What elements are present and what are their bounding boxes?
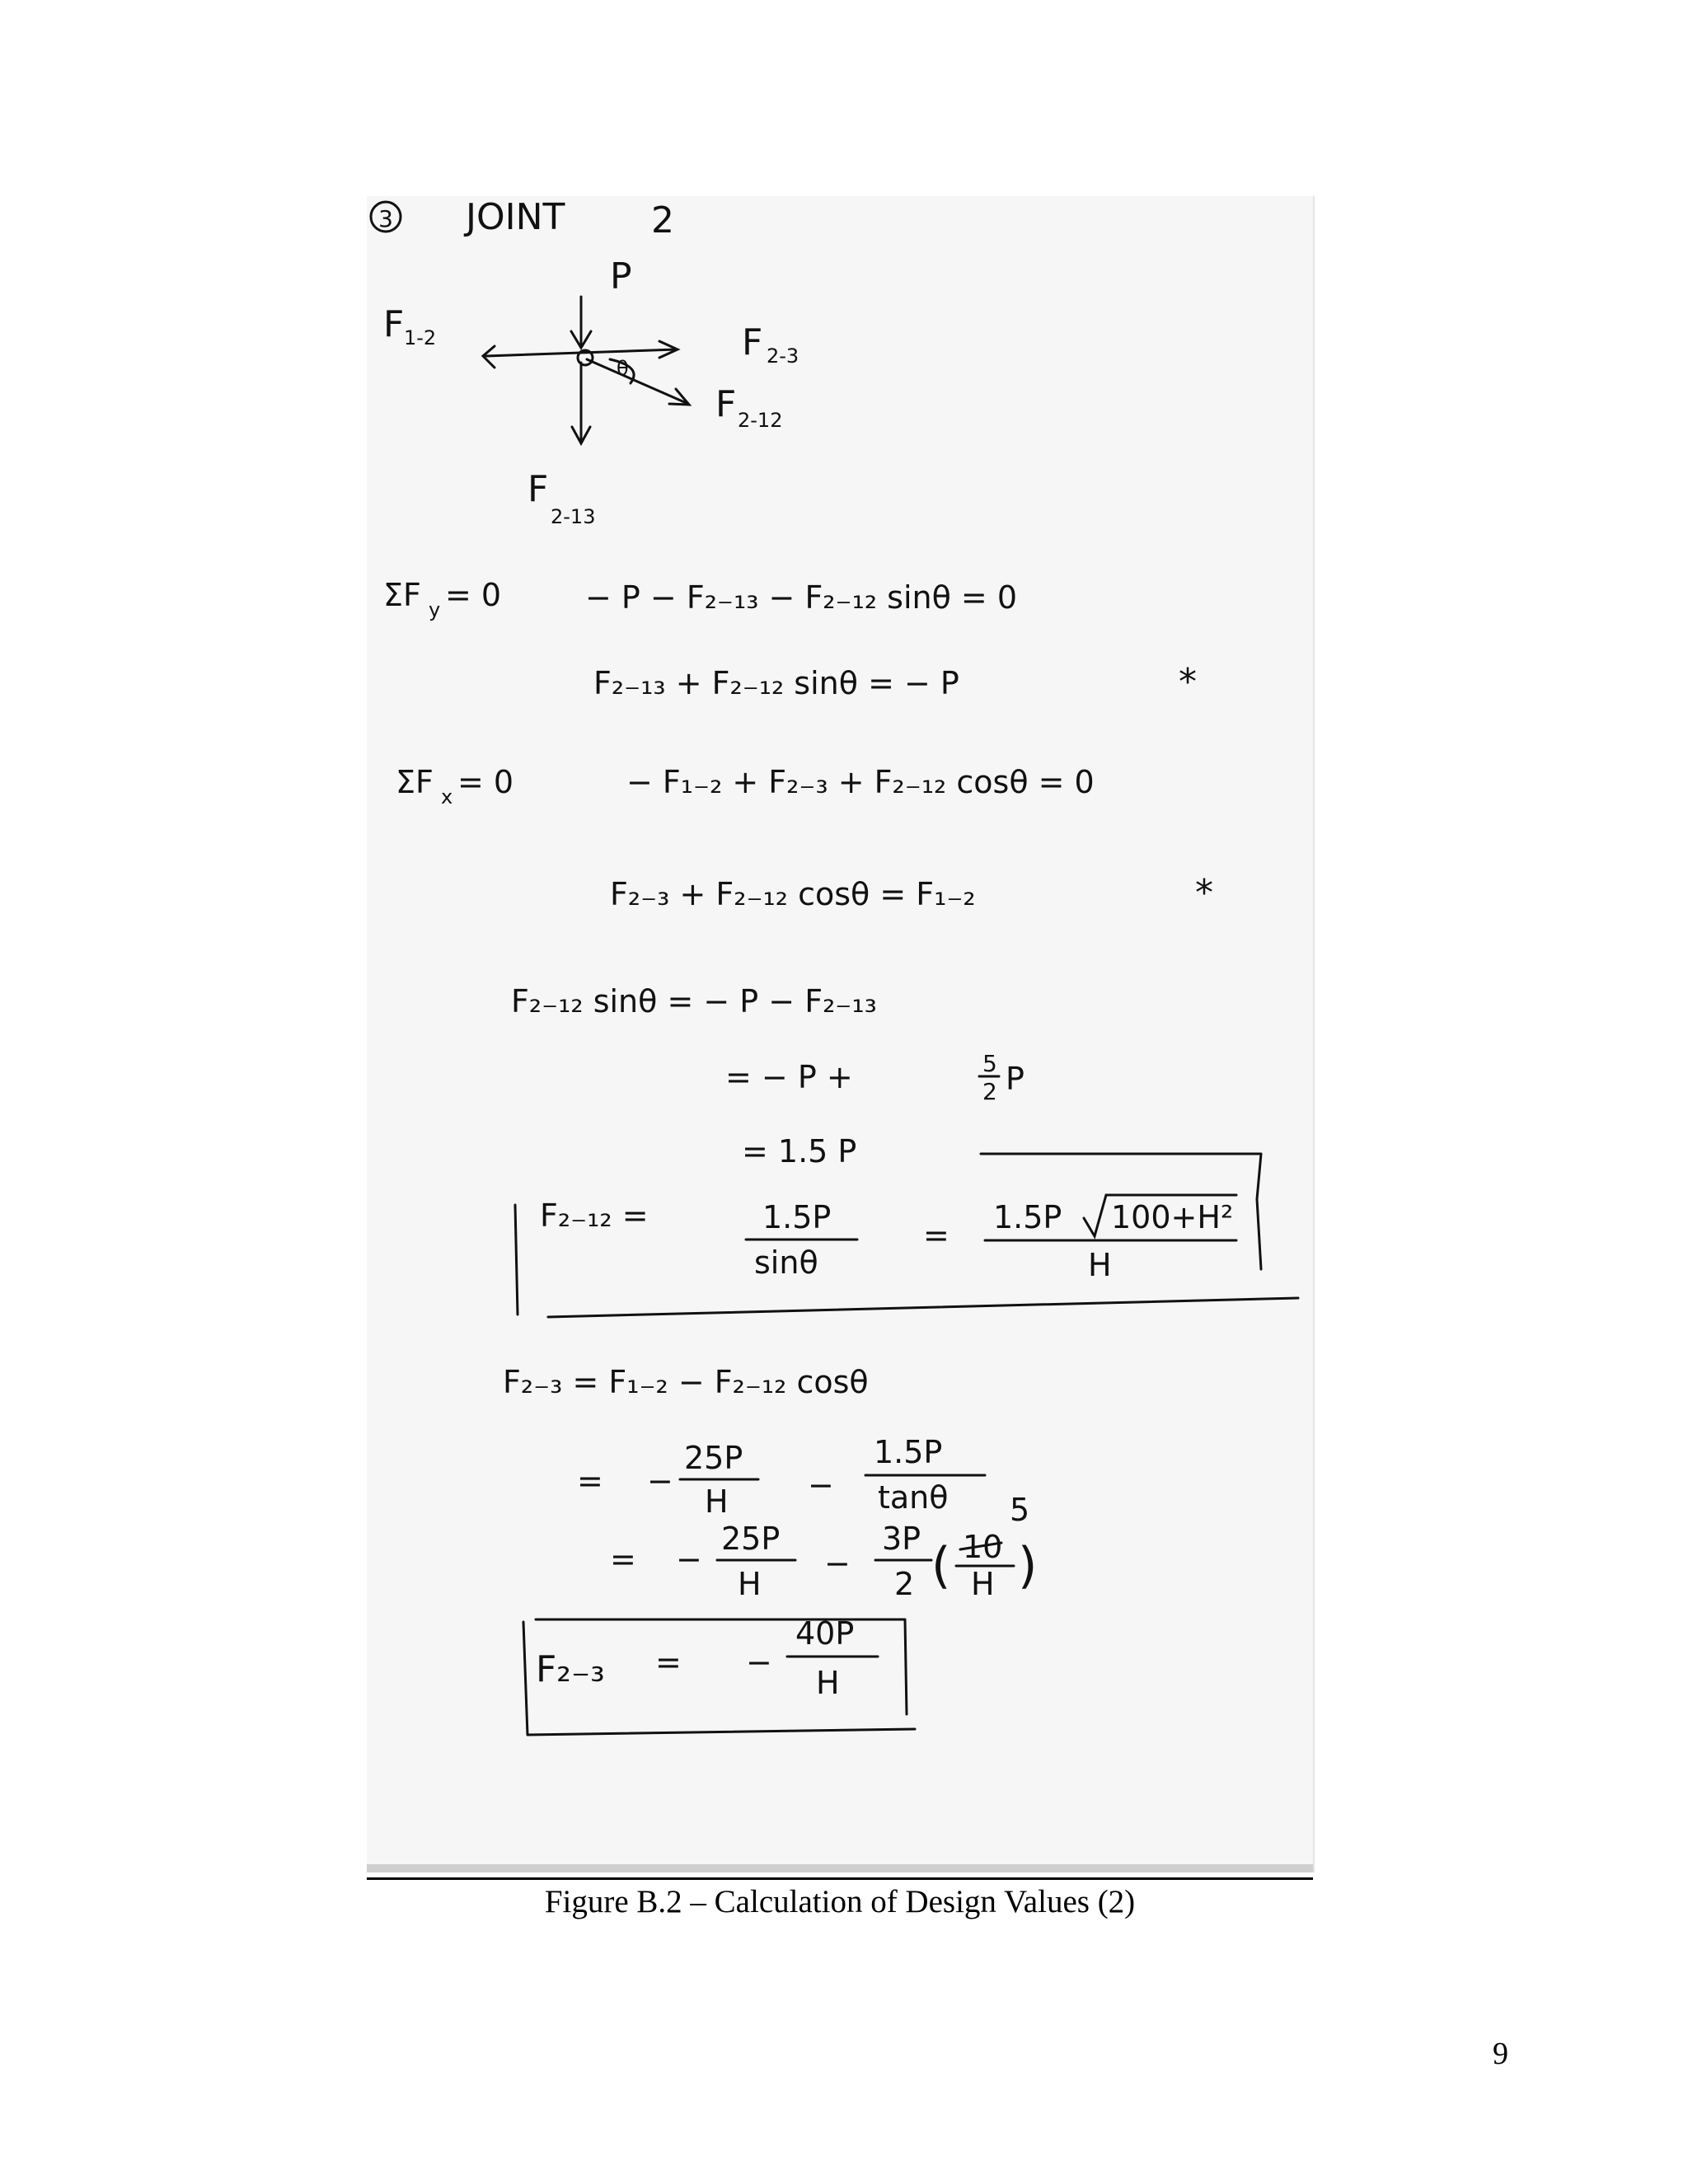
equation-3: − F₁₋₂ + F₂₋₃ + F₂₋₁₂ cosθ = 0: [626, 764, 1095, 800]
equation-6-num: 5: [982, 1050, 997, 1077]
answer-box-1: [515, 1154, 1298, 1317]
right-force-sub: 2-3: [767, 344, 799, 368]
equation-6-var: P: [1006, 1061, 1025, 1097]
eq10-correction-5: 5: [1010, 1492, 1030, 1528]
eq10-minus-1: −: [676, 1541, 702, 1577]
equation-5: F₂₋₁₂ sinθ = − P − F₂₋₁₃: [511, 983, 877, 1019]
eq9-den-1: H: [705, 1483, 729, 1520]
box-1-sqrt-content: 100+H²: [1111, 1199, 1234, 1235]
box-1-den2: H: [1088, 1247, 1112, 1283]
box-2-minus: −: [746, 1644, 772, 1680]
step-number: 3: [378, 205, 393, 232]
eq10-equals: =: [610, 1541, 636, 1577]
diagonal-force-label: F: [715, 383, 737, 425]
box-2-num: 40P: [795, 1615, 855, 1652]
page-number: 9: [1493, 2036, 1508, 2071]
box-1-lhs: F₂₋₁₂ =: [540, 1197, 649, 1234]
figure-caption: Figure B.2 – Calculation of Design Values (2): [544, 1884, 1136, 1919]
eq9-equals: =: [577, 1463, 603, 1499]
eq9-num-1: 25P: [684, 1440, 743, 1476]
free-body-diagram: [383, 255, 799, 528]
star-mark-2: *: [1195, 872, 1213, 914]
equation-7: = 1.5 P: [742, 1133, 857, 1169]
equation-6: = − P +: [725, 1059, 853, 1095]
box-1-equals: =: [923, 1217, 950, 1254]
eq10-num-2: 3P: [882, 1521, 921, 1557]
eq9-den-2: tanθ: [878, 1479, 949, 1516]
load-label: P: [610, 255, 632, 298]
eq10-den-1: H: [738, 1566, 762, 1602]
eq10-num-1: 25P: [721, 1521, 781, 1557]
eq9-minus-1: −: [647, 1463, 673, 1499]
sum-fx-sub: x: [441, 785, 453, 808]
diagonal-force-sub: 2-12: [738, 409, 783, 432]
box-2-equals: =: [655, 1644, 682, 1680]
sum-fy-sub: y: [429, 598, 441, 621]
eq10-minus-2: −: [824, 1545, 851, 1582]
eq10-paren-num: 10: [963, 1529, 1003, 1565]
down-force-label: F: [528, 468, 549, 510]
right-force-label: F: [742, 321, 763, 363]
box-1-den: sinθ: [754, 1244, 818, 1281]
star-mark-1: *: [1179, 661, 1197, 703]
heading-joint: 2: [651, 199, 674, 241]
sum-fy-label: ΣF: [383, 577, 421, 613]
left-force-sub: 1-2: [404, 326, 437, 349]
box-1-num2: 1.5P: [993, 1199, 1062, 1235]
eq10-paren-open: (: [931, 1537, 951, 1595]
equation-1: − P − F₂₋₁₃ − F₂₋₁₂ sinθ = 0: [585, 579, 1018, 616]
equation-8: F₂₋₃ = F₁₋₂ − F₂₋₁₂ cosθ: [503, 1364, 869, 1400]
equation-2: F₂₋₁₃ + F₂₋₁₂ sinθ = − P: [593, 665, 959, 701]
equation-4: F₂₋₃ + F₂₋₁₂ cosθ = F₁₋₂: [610, 876, 976, 912]
sum-fy-rhs: = 0: [445, 577, 502, 613]
box-1-num: 1.5P: [762, 1199, 832, 1235]
sum-fx-label: ΣF: [396, 764, 434, 800]
angle-label: θ: [617, 357, 629, 380]
equation-6-den: 2: [982, 1078, 997, 1105]
eq10-paren-close: ): [1018, 1537, 1038, 1595]
left-force-label: F: [383, 303, 405, 345]
heading-label: JOINT: [466, 196, 565, 238]
figure-rule: [367, 1877, 1313, 1880]
eq10-den-2: 2: [894, 1566, 915, 1602]
sum-fx-rhs: = 0: [457, 764, 514, 800]
eq10-paren-den: H: [971, 1566, 995, 1602]
down-force-sub: 2-13: [551, 505, 596, 528]
box-2-lhs: F₂₋₃: [536, 1648, 605, 1690]
box-2-den: H: [816, 1665, 840, 1701]
diagonal-member-line: [587, 359, 688, 404]
eq9-num-2: 1.5P: [874, 1434, 943, 1470]
eq9-minus-2: −: [808, 1467, 834, 1503]
